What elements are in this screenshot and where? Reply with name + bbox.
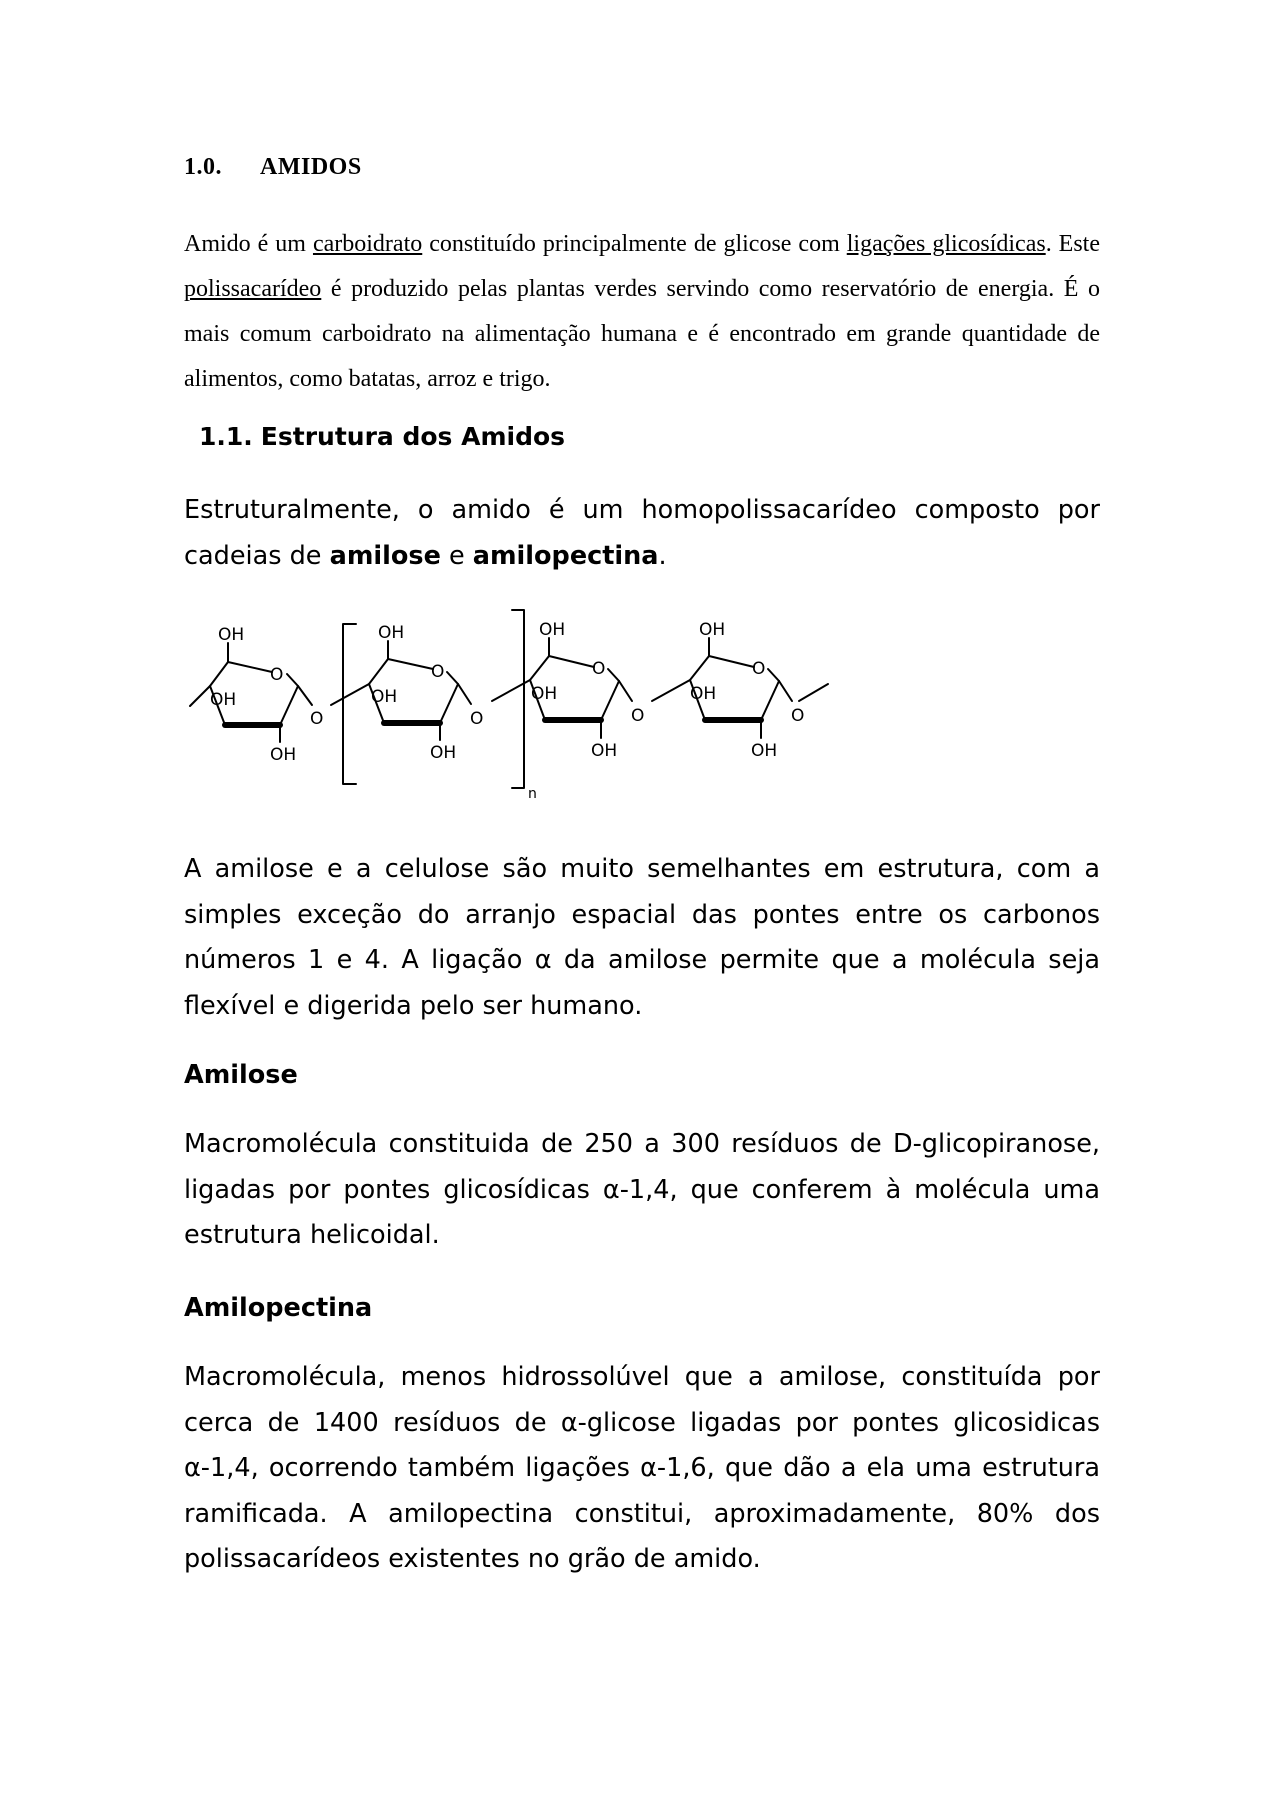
section-title: AMIDOS [260,154,362,180]
label-o: O [752,659,766,679]
glucose-ring-3 [492,638,632,738]
label-oh: OH [430,743,457,763]
subsection-title: Estrutura dos Amidos [260,422,566,451]
label-oh: OH [378,623,405,643]
intro-text: constituído principalmente de glicose com [422,231,847,257]
glucose-ring-1 [190,643,312,742]
label-o: O [470,709,484,729]
label-oh: OH [539,620,566,640]
label-oh: OH [690,684,717,704]
subsection-number: 1.1. [199,422,253,451]
section-number: 1.0. [184,154,222,180]
structure-text: Estruturalmente, o amido é um homopolissacarídeo composto por cadeias de [184,495,1100,571]
amilose-heading: Amilose [184,1060,298,1090]
intro-text: Amido é um [184,231,313,257]
link-ligacoes-glicosidicas[interactable]: ligações glicosídicas [846,231,1046,257]
amilose-celulose-paragraph: A amilose e a celulose são muito semelhantes em estrutura, com a simples exceção do arranjo espacial das pontes entre os carbonos números 1 e 4. A ligação α da amilose permite que a molécula seja flexível e digerida pelo ser humano. [184,854,1100,1021]
label-oh: OH [591,741,618,761]
term-amilose: amilose [329,540,441,571]
repeat-bracket-left [343,624,356,784]
label-o: O [431,662,445,682]
structure-text: e [440,540,473,571]
amilopectina-paragraph: Macromolécula, menos hidrossolúvel que a amilose, constituída por cerca de 1400 resíduos de α-glicose ligadas por pontes glicosidicas α-1,4, ocorrendo também ligações α-1,6, que dão a ela uma estrutura ramificada. A amilopectina constitui, aproximadamente, 80% dos polissacarídeos existentes no grão de amido. [184,1362,1100,1574]
amilose-paragraph: Macromolécula constituida de 250 a 300 resíduos de D-glicopiranose, ligadas por pontes glicosídicas α-1,4, que conferem à molécula uma estrutura helicoidal. [184,1129,1100,1250]
section-heading [184,154,362,181]
glucose-ring-2 [331,641,471,740]
label-oh: OH [270,745,297,765]
repeat-subscript: n [528,786,537,802]
label-o: O [631,706,645,726]
link-polissacarideo[interactable]: polissacarídeo [184,276,322,302]
starch-structure-diagram [188,606,854,802]
repeat-bracket-right [512,610,524,788]
label-oh: OH [371,687,398,707]
subsection-heading [199,422,565,451]
intro-text: é produzido pelas plantas verdes servindo como reservatório de energia. É o mais comum carboidrato na alimentação humana e é encontrado em grande quantidade de alimentos, como batatas, arroz e trigo. [184,276,1100,392]
label-oh: OH [751,741,778,761]
intro-paragraph [184,222,1100,402]
link-carboidrato[interactable]: carboidrato [312,231,423,257]
label-o: O [310,709,324,729]
intro-text: . Este [1045,231,1100,257]
term-amilopectina: amilopectina [472,540,659,571]
label-oh: OH [218,625,245,645]
label-o: O [791,706,805,726]
label-oh: OH [699,620,726,640]
structure-paragraph [184,488,1100,579]
label-o: O [592,659,606,679]
amilopectina-heading: Amilopectina [184,1293,373,1323]
structure-text: . [658,540,667,571]
label-o: O [270,665,284,685]
label-oh: OH [531,684,558,704]
starch-chain-svg [188,606,854,802]
label-oh: OH [210,690,237,710]
